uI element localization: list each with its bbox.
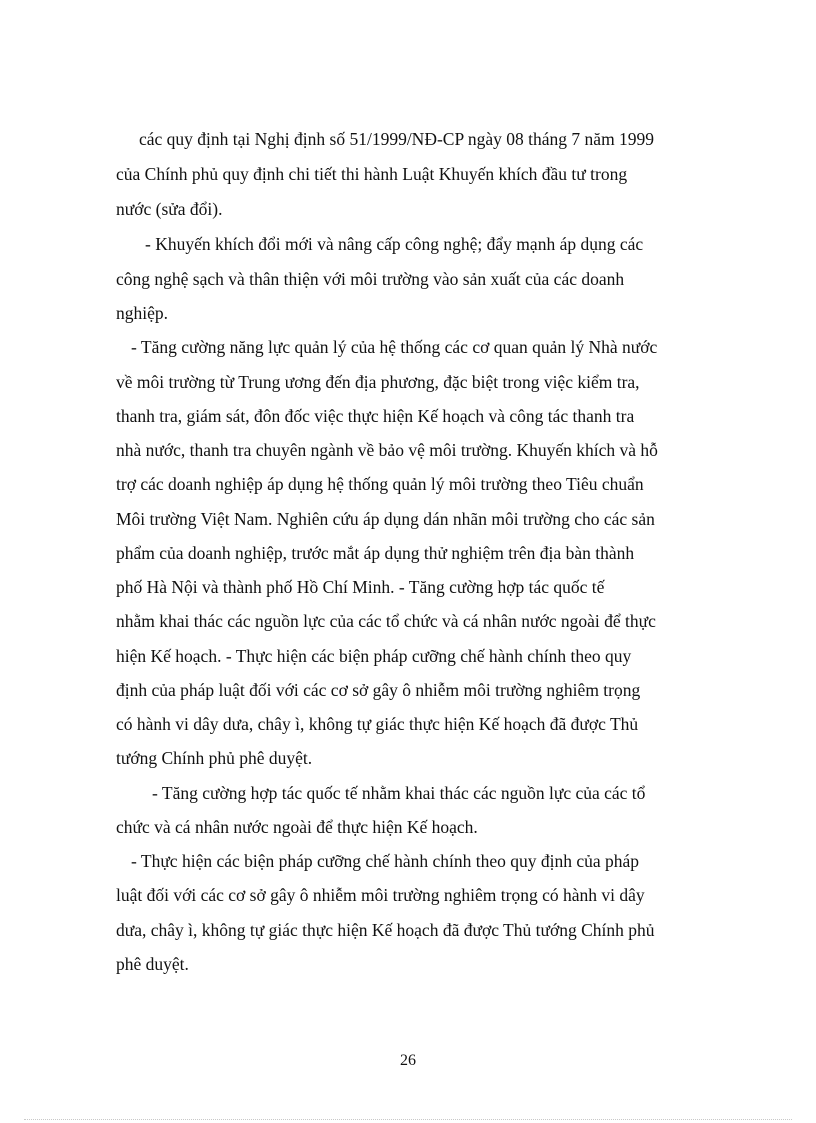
text-line: tướng Chính phủ phê duyệt. [116,748,313,768]
page-number: 26 [400,1052,416,1069]
text-line: - Khuyến khích đổi mới và nâng cấp công nghệ; đẩy mạnh áp dụng các [145,234,644,254]
text-line: nghiệp. [116,303,169,323]
text-line: chức và cá nhân nước ngoài để thực hiện Kế hoạch. [116,817,478,837]
text-line: Môi trường Việt Nam. Nghiên cứu áp dụng dán nhãn môi trường cho các sản [116,509,655,529]
text-line: - Tăng cường năng lực quản lý của hệ thống các cơ quan quản lý Nhà nước [131,337,658,357]
text-line: luật đối với các cơ sở gây ô nhiễm môi trường nghiêm trọng có hành vi dây [116,885,645,905]
text-line: phố Hà Nội và thành phố Hồ Chí Minh. - Tăng cường hợp tác quốc tế [116,577,605,597]
text-line: phẩm của doanh nghiệp, trước mắt áp dụng thử nghiệm trên địa bàn thành [116,543,635,563]
text-line: định của pháp luật đối với các cơ sở gây ô nhiễm môi trường nghiêm trọng [116,680,641,700]
text-line: nhà nước, thanh tra chuyên ngành về bảo vệ môi trường. Khuyến khích và hỗ [116,440,658,460]
text-line: hiện Kế hoạch. - Thực hiện các biện pháp cưỡng chế hành chính theo quy [116,646,632,666]
text-line: - Thực hiện các biện pháp cưỡng chế hành chính theo quy định của pháp [131,851,640,871]
text-line: nhằm khai thác các nguồn lực của các tổ chức và cá nhân nước ngoài để thực [116,611,656,631]
text-line: - Tăng cường hợp tác quốc tế nhằm khai thác các nguồn lực của các tổ [152,783,646,803]
text-line: trợ các doanh nghiệp áp dụng hệ thống quản lý môi trường theo Tiêu chuẩn [116,474,644,494]
text-line: về môi trường từ Trung ương đến địa phương, đặc biệt trong việc kiểm tra, [116,372,640,392]
text-line: phê duyệt. [116,954,189,974]
text-line: công nghệ sạch và thân thiện với môi trường vào sản xuất của các doanh [116,269,625,289]
text-line: có hành vi dây dưa, chây ì, không tự giác thực hiện Kế hoạch đã được Thủ [116,714,639,734]
text-line: các quy định tại Nghị định số 51/1999/NĐ-CP ngày 08 tháng 7 năm 1999 [139,129,655,149]
text-line: nước (sửa đổi). [116,199,223,219]
text-line: của Chính phủ quy định chi tiết thi hành Luật Khuyến khích đầu tư trong [116,164,628,184]
text-line: dưa, chây ì, không tự giác thực hiện Kế hoạch đã được Thủ tướng Chính phủ [116,920,655,940]
text-line: thanh tra, giám sát, đôn đốc việc thực hiện Kế hoạch và công tác thanh tra [116,406,635,426]
page-bottom-divider [24,1119,792,1120]
